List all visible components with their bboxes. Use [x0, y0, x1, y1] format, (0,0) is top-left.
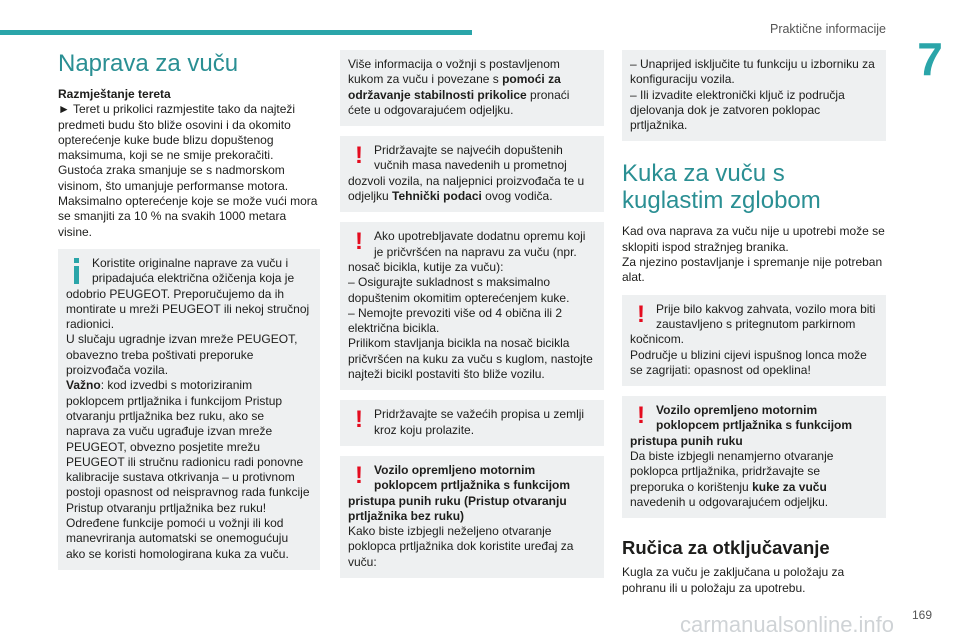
- paragraph: Kad ova naprava za vuču nije u upotrebi može se sklopiti ispod stražnjeg branika.: [622, 224, 885, 254]
- page-title: Naprava za vuču: [58, 50, 239, 77]
- warning-text: Ako upotrebljavate dodatnu opremu koji je pričvršćen na napravu za vuču (npr. nosač bicikla, kutije za vuču):: [348, 229, 586, 274]
- warning-box: [622, 396, 886, 518]
- paragraph: Za njezino postavljanje i spremanje nije potreban alat.: [622, 255, 883, 285]
- warning-text: Prilikom stavljanja bicikla na nosač bicikla pričvršćen na kuku za vuču s kuglom, nastojte najteži bicikl postaviti što bliže vozilu.: [348, 336, 593, 382]
- note-text: – Ili izvadite elektronički ključ iz područja djelovanja dok je zatvoren poklopac prtljažnika.: [630, 87, 845, 133]
- note-box: [340, 50, 604, 126]
- watermark: carmanualsonline.info: [680, 612, 895, 637]
- column-1: [58, 50, 320, 580]
- warning-text: Područje u blizini cijevi ispušnog lonca može se zagrijati: opasnost od opeklina!: [630, 347, 867, 377]
- warning-icon: !: [355, 228, 363, 256]
- warning-box: [340, 400, 604, 446]
- paragraph: Kugla za vuču je zaključana u položaju za pohranu ili u položaju za upotrebu.: [622, 565, 845, 595]
- warning-text: – Osigurajte sukladnost s maksimalno dopuštenim okomitim opterećenjem kuke.: [348, 275, 570, 305]
- warning-heading: Vozilo opremljeno motornim poklopcem prtljažnika s funkcijom pristupa punih ruku (Pristup otvaranju prtljažnika bez ruku): [348, 462, 571, 523]
- paragraph: Gustoća zraka smanjuje se s nadmorskom visinom, što umanjuje performanse motora. Maksimalno opterećenje koje se može vući mora se smanjiti za 10 % na svakih 1000 metara visine.: [58, 163, 318, 239]
- warning-text: Prije bilo kakvog zahvata, vozilo mora biti zaustavljeno s pritegnutom parkirnom kočnicom.: [630, 301, 876, 347]
- note-text: – Unaprijed isključite tu funkciju u izborniku za konfiguraciju vozila.: [630, 57, 875, 87]
- paragraph: ► Teret u prikolici razmjestite tako da najteži predmeti budu što bliže osovini i da okomito opterećenje kuke bude blizu dopuštenog maksimuma, koji se ne smije prekoračiti.: [58, 102, 296, 163]
- warning-icon: !: [637, 300, 645, 328]
- warning-text: – Nemojte prevoziti više od 4 obična ili 2 električna bicikla.: [348, 305, 563, 336]
- chapter-number: 7: [917, 33, 943, 85]
- warning-text: Kako biste izbjegli neželjeno otvaranje poklopca prtljažnika dok koristite uređaj za vuču:: [348, 524, 574, 569]
- warning-icon: !: [355, 406, 363, 434]
- info-icon: [66, 256, 88, 284]
- warning-heading: Vozilo opremljeno motornim poklopcem prtljažnika s funkcijom pristupa punih ruku: [630, 403, 853, 448]
- info-text: Važno: kod izvedbi s motoriziranim poklopcem prtljažnika i funkcijom Pristup otvaranju prtljažnika bez ruku, ako se naprava za vuču ugrađuje izvan mreže PEUGEOT, obvezno posjetite mrežu PEUGEOT ili stručnu radionicu radi ponovne kalibracije sustava otkrivanja – u protivnom postoji opasnost od neispravnog rada funkcije Pristup otvaranju prtljažnika bez ruku! Određene funkcije pomoći u vožnji ili kod manevriranja automatski se onemogućuju ako se koristi homologirana kuka za vuču.: [66, 378, 310, 561]
- warning-icon: !: [637, 402, 645, 430]
- info-box: [58, 249, 320, 570]
- warning-text: Da biste izbjegli nenamjerno otvaranje poklopca prtljažnika, pridržavajte se preporuka o korištenju kuke za vuču navedenih u odgovarajućem odjeljku.: [630, 449, 834, 509]
- column-3: [622, 50, 886, 596]
- warning-box: [340, 222, 604, 390]
- warning-box: [340, 456, 604, 578]
- section-title: Praktične informacije: [769, 22, 886, 36]
- warning-text: Pridržavajte se važećih propisa u zemlji kroz koju prolazite.: [374, 407, 585, 437]
- warning-box: [340, 136, 604, 212]
- subsection-heading: Ručica za otključavanje: [622, 537, 830, 559]
- info-text: U slučaju ugradnje izvan mreže PEUGEOT, obavezno treba poštivati preporuke proizvođača vozila.: [66, 332, 298, 378]
- warning-icon: !: [355, 142, 363, 170]
- header-accent-bar: [0, 30, 472, 35]
- page-number: 169: [911, 608, 932, 622]
- note-box: [622, 50, 886, 141]
- warning-box: [622, 295, 886, 386]
- column-2: [340, 50, 604, 588]
- note-text: Više informacija o vožnji s postavljenom kukom za vuču i povezane s pomoći za održavanje stabilnosti prikolice pronaći ćete u odgovarajućem odjeljku.: [348, 57, 570, 117]
- info-text: Koristite originalne naprave za vuču i pripadajuća električna ožičenja koja je odobrio PEUGEOT. Preporučujemo da ih montirate u mreži PEUGEOT ili nekoj stručnoj radionici.: [66, 255, 310, 332]
- warning-icon: !: [355, 461, 363, 489]
- warning-text: Pridržavajte se najvećih dopuštenih vučnih masa navedenih u prometnoj dozvoli vozila, na naljepnici proizvođača te u odjeljku Tehnički podaci ovog vodiča.: [348, 143, 585, 204]
- section-heading: Kuka za vuču s kuglastim zglobom: [622, 160, 821, 215]
- subheading: Razmještanje tereta: [58, 87, 171, 101]
